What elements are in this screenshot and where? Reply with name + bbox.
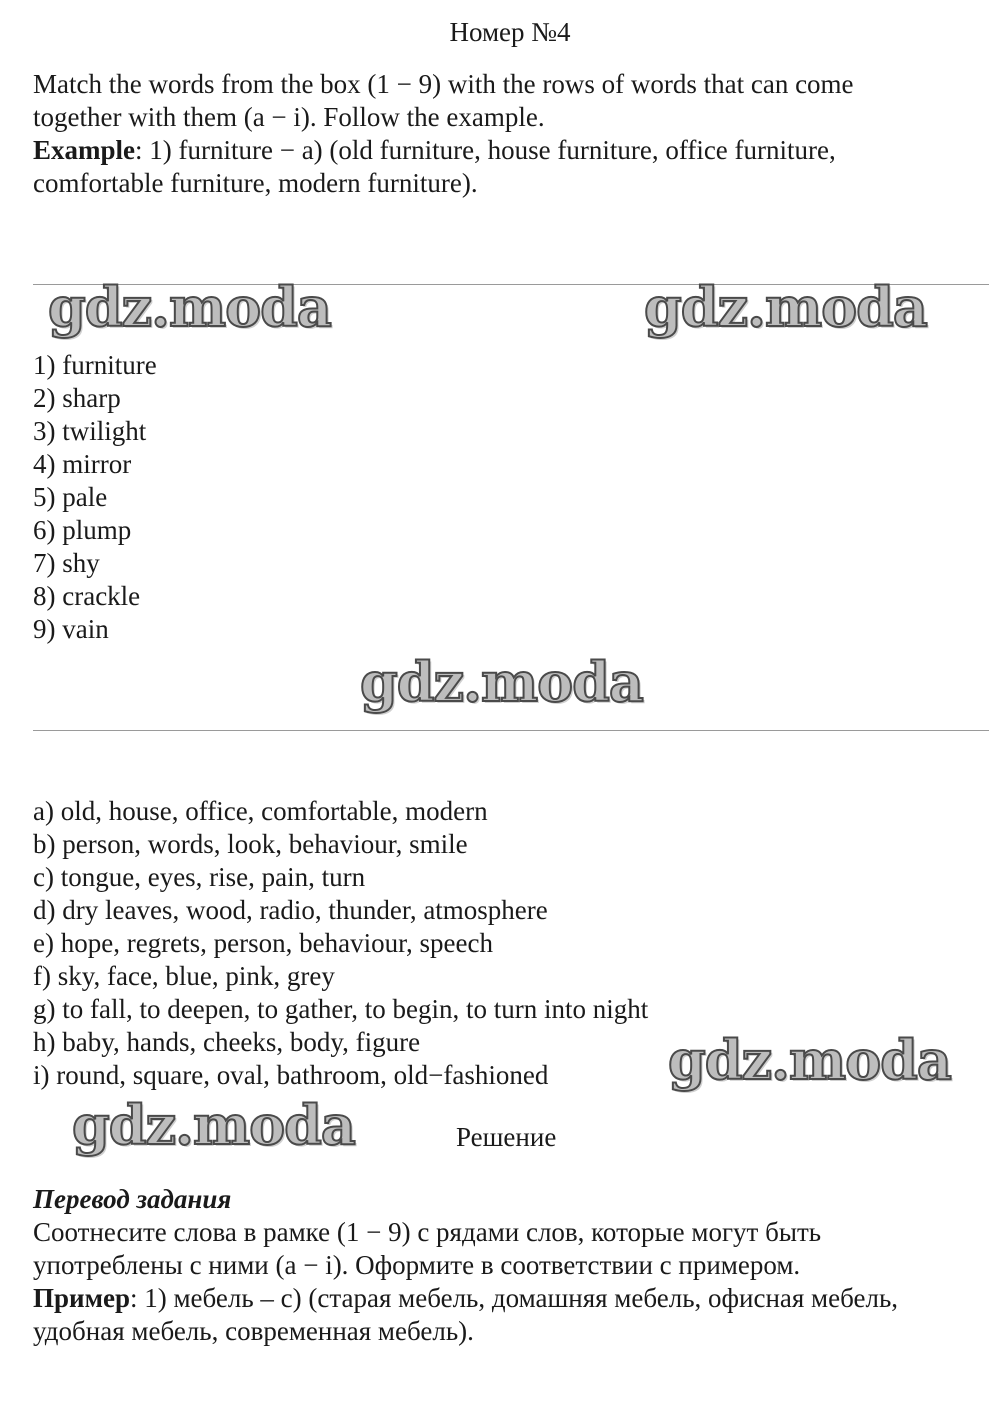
list-item: f) sky, face, blue, pink, grey [33,961,335,991]
list-item: b) person, words, look, behaviour, smile [33,829,468,859]
list-item: c) tongue, eyes, rise, pain, turn [33,862,366,892]
list-item: 5) pale [33,482,108,512]
example-label: Example [33,135,136,165]
box-bottom-divider [33,730,989,731]
watermark-top-left: gdz.moda [48,275,331,339]
task-example-line-1 [33,134,836,167]
task-line-2: together with them (a − i). Follow the example. [33,102,545,132]
watermark-top-right: gdz.moda [644,275,927,339]
list-item: e) hope, regrets, person, behaviour, speech [33,928,493,958]
task-example-line-2: comfortable furniture, modern furniture). [33,168,478,198]
example-text: : 1) furniture − a) (old furniture, house furniture, office furniture, [135,135,836,165]
translation-line-1: Соотнесите слова в рамке (1 − 9) с рядами слов, которые могут быть [33,1217,822,1247]
list-item: 2) sharp [33,383,121,413]
list-item: d) dry leaves, wood, radio, thunder, atmosphere [33,895,548,925]
solution-label: Решение [456,1122,557,1152]
watermark-middle: gdz.moda [360,650,643,714]
list-item: 6) plump [33,515,132,545]
list-item: a) old, house, office, comfortable, modern [33,796,488,826]
list-item: 8) crackle [33,581,141,611]
translation-example-line-2: удобная мебель, современная мебель). [33,1316,474,1346]
translation-example-text: : 1) мебель – c) (старая мебель, домашняя мебель, офисная мебель, [129,1283,899,1313]
list-item: 1) furniture [33,350,157,380]
translation-example-line-1 [33,1282,898,1315]
translation-line-2: употреблены с ними (a − i). Оформите в соответствии с примером. [33,1250,801,1280]
watermark-lower-left: gdz.moda [72,1093,355,1157]
list-item: 3) twilight [33,416,147,446]
list-item: 4) mirror [33,449,132,479]
list-item: h) baby, hands, cheeks, body, figure [33,1027,421,1057]
list-item: 7) shy [33,548,100,578]
task-line-1: Match the words from the box (1 − 9) with the rows of words that can come [33,69,854,99]
list-item: g) to fall, to deepen, to gather, to begin, to turn into night [33,994,649,1024]
list-item: i) round, square, oval, bathroom, old−fashioned [33,1060,549,1090]
translation-heading: Перевод задания [33,1184,232,1214]
translation-example-label: Пример [33,1283,130,1313]
list-item: 9) vain [33,614,109,644]
watermark-lower-right: gdz.moda [668,1028,951,1092]
page-title: Номер №4 [449,17,571,47]
